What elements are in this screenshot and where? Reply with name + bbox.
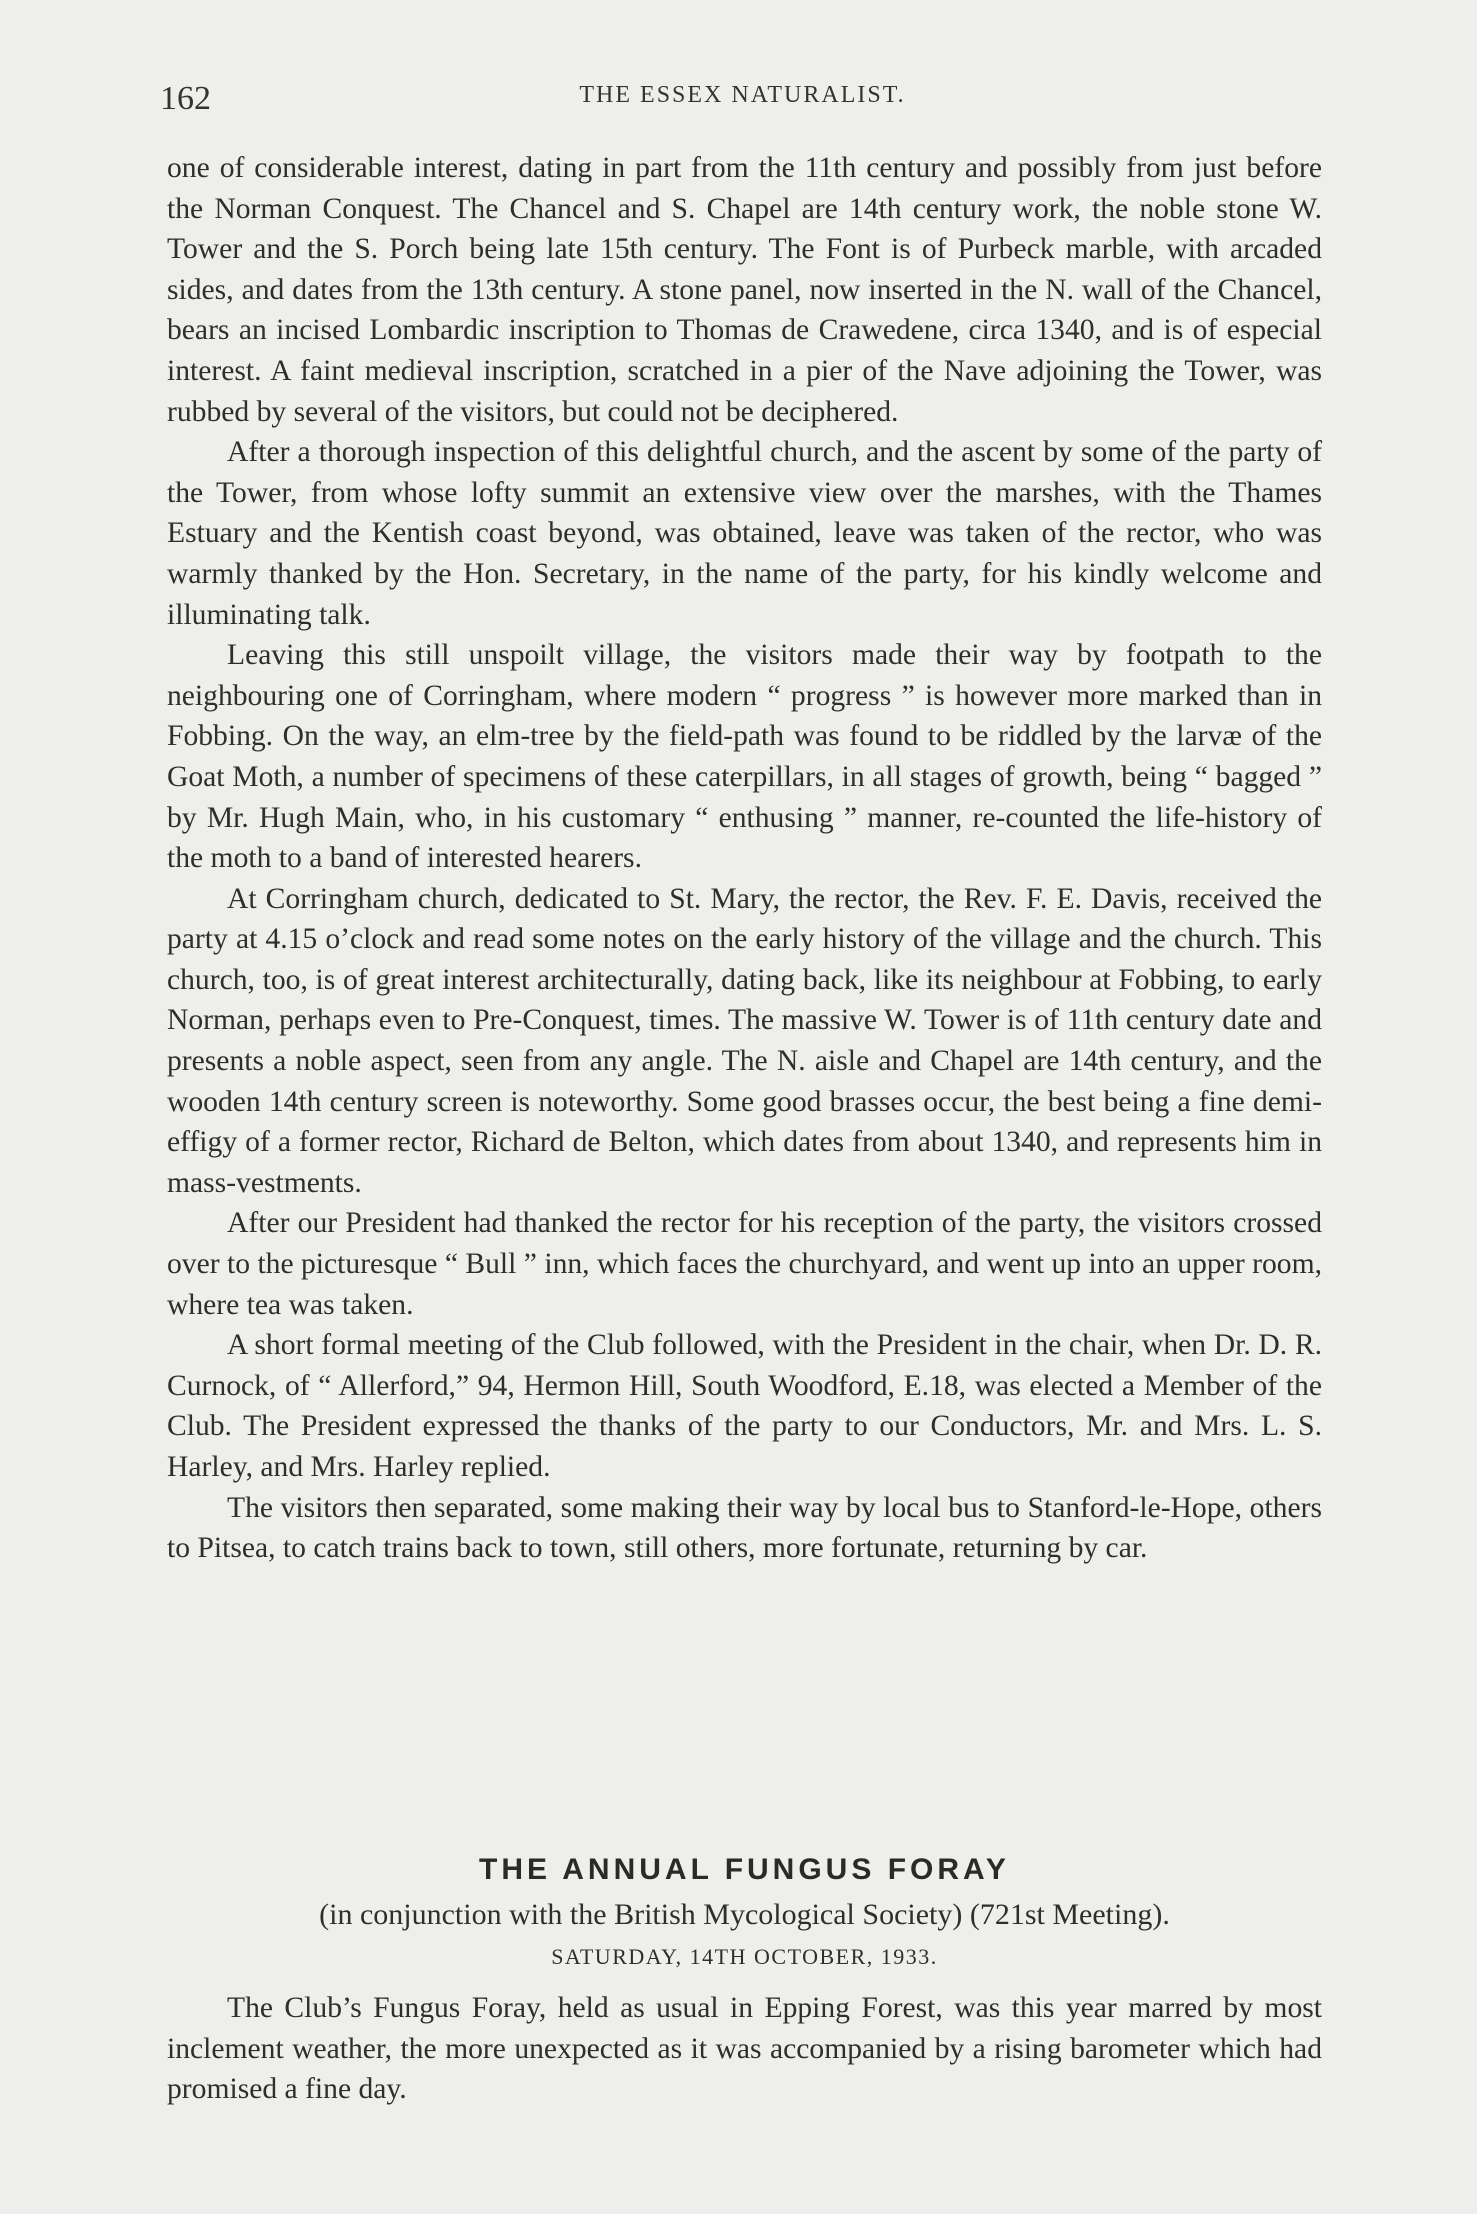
- body-text: [167, 148, 1322, 1569]
- foray-text: [167, 1988, 1322, 2110]
- page-number: 162: [160, 80, 211, 117]
- paragraph-club-meeting: A short formal meeting of the Club followed, with the President in the chair, when Dr. D. R. Curnock, of “ Allerford,” 94, Hermon Hill, South Woodford, E.18, was elected a Member of the Club. The President expressed the thanks of the party to our Conductors, Mr. and Mrs. L. S. Harley, and Mrs. Harley replied.: [167, 1329, 1322, 1483]
- journal-title: THE ESSEX NATURALIST.: [579, 82, 906, 108]
- paragraph-corringham-church: At Corringham church, dedicated to St. Mary, the rector, the Rev. F. E. Davis, received the party at 4.15 o’clock and read some notes on the early history of the village and the church. This church, too, is of great interest architecturally, dating back, like its neighbour at Fobbing, to early Norman, perhaps even to Pre-Conquest, times. The massive W. Tower is of 11th century date and presents a noble aspect, seen from any angle. The N. aisle and Chapel are 14th century, and the wooden 14th century screen is noteworthy. Some good brasses occur, the best being a fine demi-effigy of a former rector, Richard de Belton, which dates from about 1340, and represents him in mass-vestments.: [167, 882, 1322, 1199]
- section-heading: THE ANNUAL FUNGUS FORAY: [479, 1853, 1010, 1886]
- paragraph-bull-inn: After our President had thanked the rector for his reception of the party, the visitors crossed over to the picturesque “ Bull ” inn, which faces the churchyard, and went up into an upper room, where tea was taken.: [167, 1207, 1322, 1321]
- paragraph-departure: The visitors then separated, some making their way by local bus to Stanford-le-Hope, others to Pitsea, to catch trains back to town, still others, more fortunate, returning by car.: [167, 1491, 1322, 1565]
- paragraph-tower-ascent: After a thorough inspection of this delightful church, and the ascent by some of the party of the Tower, from whose lofty summit an extensive view over the marshes, with the Thames Estuary and the Kentish coast beyond, was obtained, leave was taken of the rector, who was warmly thanked by the Hon. Secretary, in the name of the party, for his kindly welcome and illuminating talk.: [167, 436, 1322, 631]
- section-subheading: (in conjunction with the British Mycological Society) (721st Meeting).: [319, 1898, 1170, 1931]
- paragraph-corringham-walk: Leaving this still unspoilt village, the visitors made their way by footpath to the neighbouring one of Corringham, where modern “ progress ” is however more marked than in Fobbing. On the way, an elm-tree by the field-path was found to be riddled by the larvæ of the Goat Moth, a number of specimens of these caterpillars, in all stages of growth, being “ bagged ” by Mr. Hugh Main, who, in his customary “ enthusing ” manner, re-counted the life-history of the moth to a band of interested hearers.: [167, 639, 1322, 875]
- paragraph-fungus-foray: The Club’s Fungus Foray, held as usual in Epping Forest, was this year marred by most inclement weather, the more unexpected as it was accompanied by a rising barometer which had promised a fine day.: [167, 1992, 1322, 2106]
- section-date: SATURDAY, 14TH OCTOBER, 1933.: [551, 1944, 938, 1969]
- running-head: [160, 80, 1325, 120]
- paragraph-fobbing-church: one of considerable interest, dating in part from the 11th century and possibly from just before the Norman Conquest. The Chancel and S. Chapel are 14th century work, the noble stone W. Tower and the S. Porch being late 15th century. The Font is of Purbeck marble, with arcaded sides, and dates from the 13th century. A stone panel, now inserted in the N. wall of the Chancel, bears an incised Lombardic inscription to Thomas de Crawedene, circa 1340, and is of especial interest. A faint medieval inscription, scratched in a pier of the Nave adjoining the Tower, was rubbed by several of the visitors, but could not be deciphered.: [167, 152, 1322, 428]
